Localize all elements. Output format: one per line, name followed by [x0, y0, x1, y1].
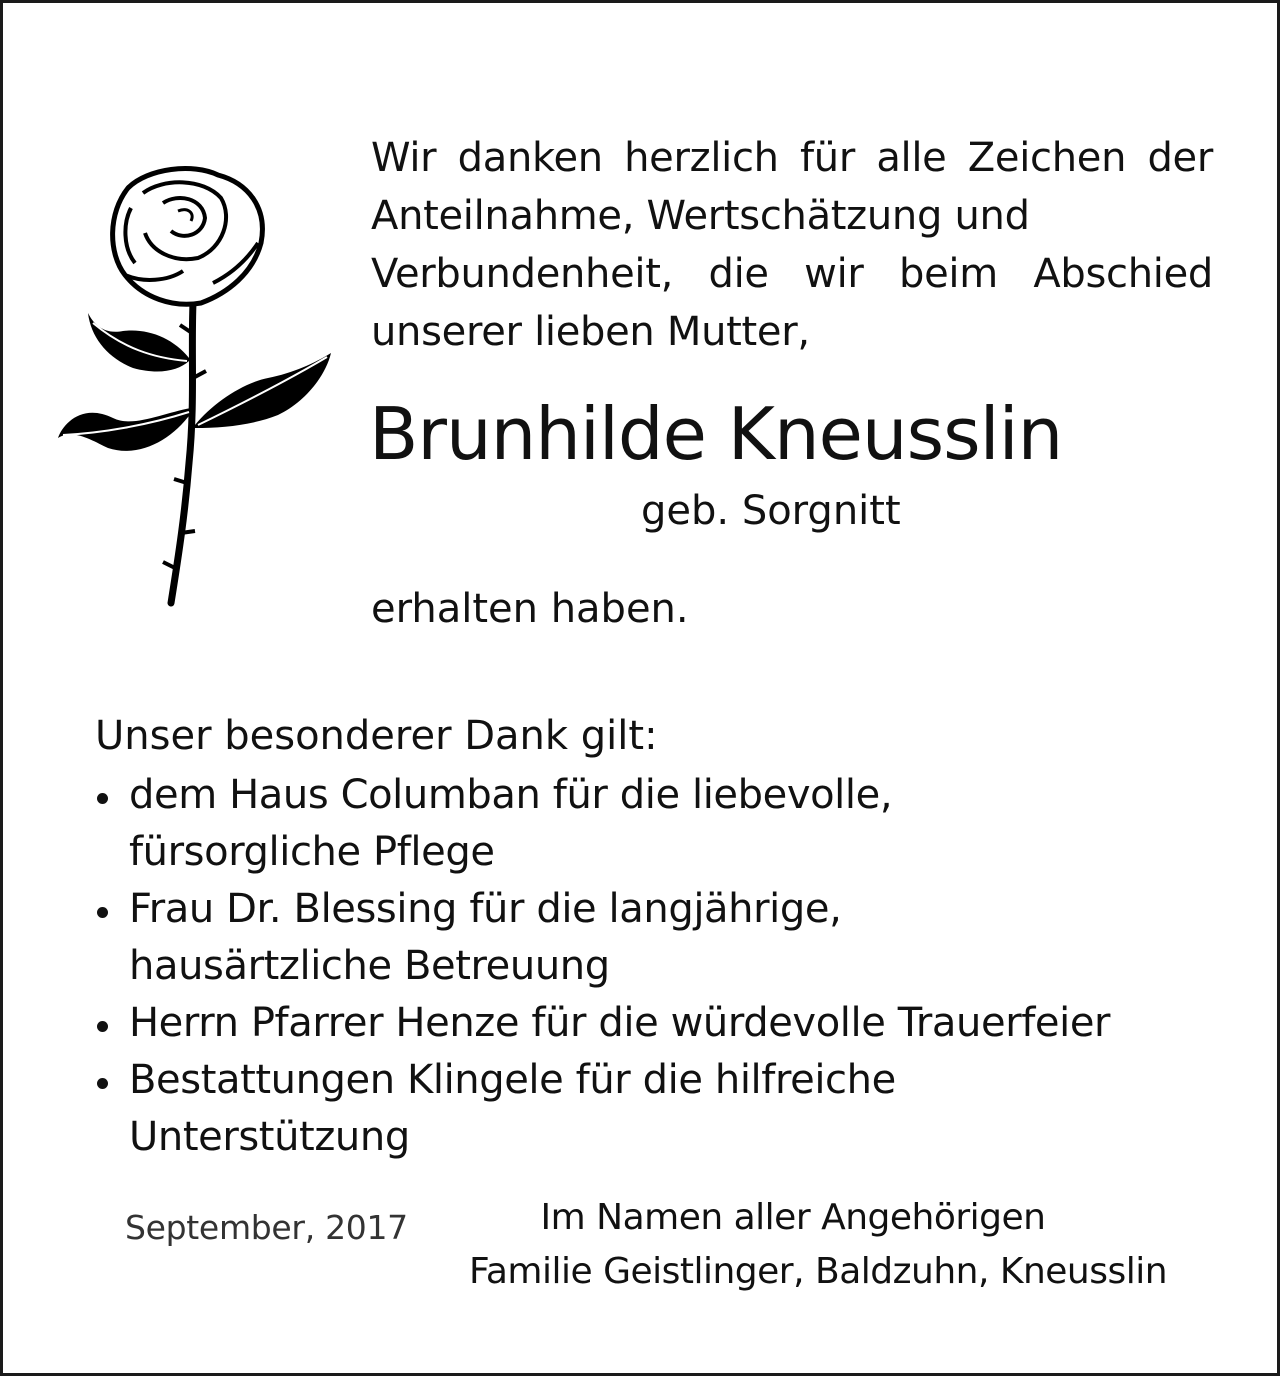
- thanks-item-line: Unterstützung: [129, 1114, 410, 1160]
- thanks-item: [95, 767, 1245, 881]
- notice-date: September, 2017: [125, 1208, 408, 1247]
- intro-line: Anteilnahme, Wertschätzung und: [371, 193, 1030, 239]
- thanks-item-line: Herrn Pfarrer Henze für die würdevolle Trauerfeier: [129, 1000, 1111, 1046]
- signature: [433, 1191, 1203, 1299]
- intro-line: Wir danken herzlich für alle Zeichen der: [371, 135, 1213, 181]
- thanks-item: [95, 1052, 1245, 1166]
- signature-line: Familie Geistlinger, Baldzuhn, Kneusslin: [468, 1251, 1168, 1292]
- thanks-item-line: hausärtzliche Betreuung: [129, 943, 610, 989]
- intro-line: unserer lieben Mutter,: [371, 309, 810, 355]
- intro-line: Verbundenheit, die wir beim Abschied: [371, 251, 1213, 297]
- signature-line: Im Namen aller Angehörigen: [540, 1197, 1046, 1238]
- maiden-name: geb. Sorgnitt: [641, 488, 901, 534]
- thanks-item-line: Frau Dr. Blessing für die langjährige,: [129, 886, 842, 932]
- thanks-list: [95, 767, 1245, 1166]
- received-text: erhalten haben.: [371, 586, 689, 632]
- intro-text: [371, 129, 1213, 361]
- thanks-heading: Unser besonderer Dank gilt:: [95, 713, 658, 759]
- thanks-item-line: fürsorgliche Pflege: [129, 829, 495, 875]
- thanks-item: [95, 881, 1245, 995]
- thanks-item: [95, 995, 1245, 1052]
- deceased-name: Brunhilde Kneusslin: [369, 392, 1063, 476]
- thanks-item-line: Bestattungen Klingele für die hilfreiche: [129, 1057, 896, 1103]
- rose-icon: [53, 163, 338, 608]
- thanks-item-line: dem Haus Columban für die liebevolle,: [129, 772, 893, 818]
